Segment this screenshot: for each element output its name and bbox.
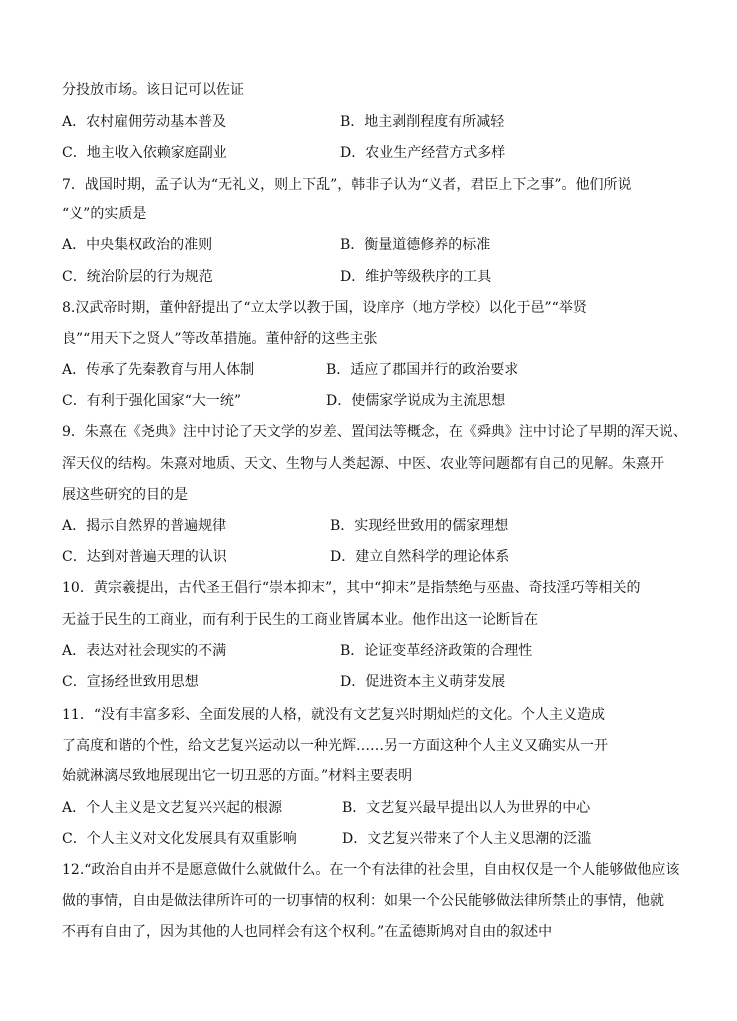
q10-option-b: B．论证变革经济政策的合理性 bbox=[340, 643, 533, 659]
q7-option-d: D．维护等级秩序的工具 bbox=[340, 269, 492, 285]
q11-option-b: B．文艺复兴最早提出以人为世界的中心 bbox=[342, 800, 591, 816]
q10-option-a: A．表达对社会现实的不满 bbox=[62, 643, 227, 659]
q11-option-a: A．个人主义是文艺复兴兴起的根源 bbox=[62, 800, 283, 816]
q9-option-b: B．实现经世致用的儒家理想 bbox=[330, 518, 509, 534]
q12-stem-line1: 12.“政治自由并不是愿意做什么就做什么。在一个有法律的社会里，自由权仅是一个人能够做他应该 bbox=[62, 862, 680, 878]
q7-option-c: C．统治阶层的行为规范 bbox=[62, 269, 213, 285]
q9-stem-line1: 9．朱熹在《尧典》注中讨论了天文学的岁差、置闰法等概念，在《舜典》注中讨论了早期的浑天说、 bbox=[62, 424, 687, 440]
q8-option-b: B．适应了郡国并行的政治要求 bbox=[326, 362, 519, 378]
q6-option-b: B．地主剥削程度有所减轻 bbox=[340, 114, 505, 130]
q10-stem-line1: 10．黄宗羲提出，古代圣王倡行“崇本抑末”，其中“抑末”是指禁绝与巫蛊、奇技淫巧等相关的 bbox=[62, 580, 641, 596]
q9-option-d: D．建立自然科学的理论体系 bbox=[330, 549, 510, 565]
q7-option-b: B．衡量道德修养的标准 bbox=[340, 237, 491, 253]
q8-option-c: C．有利于强化国家“大一统” bbox=[62, 393, 242, 409]
q9-option-c: C．达到对普遍天理的认识 bbox=[62, 549, 227, 565]
q8-option-d: D．使儒家学说成为主流思想 bbox=[326, 393, 506, 409]
q9-option-a: A．揭示自然界的普遍规律 bbox=[62, 518, 227, 534]
q8-option-a: A．传承了先秦教育与用人体制 bbox=[62, 362, 255, 378]
q10-stem-line2: 无益于民生的工商业，而有利于民生的工商业皆属本业。他作出这一论断旨在 bbox=[62, 612, 538, 628]
q11-option-d: D．文艺复兴带来了个人主义思潮的泛滥 bbox=[342, 831, 592, 847]
q11-stem-line3: 始就淋漓尽致地展现出它一切丑恶的方面。”材料主要表明 bbox=[62, 768, 413, 784]
q10-option-d: D．促进资本主义萌芽发展 bbox=[340, 674, 506, 690]
q7-option-a: A．中央集权政治的准则 bbox=[62, 237, 213, 253]
q11-stem-line2: 了高度和谐的个性，给文艺复兴运动以一种光辉……另一方面这种个人主义又确实从一开 bbox=[62, 738, 608, 754]
q11-stem-line1: 11．“没有丰富多彩、全面发展的人格，就没有文艺复兴时期灿烂的文化。个人主义造成 bbox=[62, 707, 605, 723]
q10-option-c: C．宣扬经世致用思想 bbox=[62, 674, 199, 690]
q8-stem-line2: 良”“用天下之贤人”等改革措施。董仲舒的这些主张 bbox=[62, 331, 378, 347]
q12-stem-line2: 做的事情，自由是做法律所许可的一切事情的权利：如果一个公民能够做法律所禁止的事情，他就 bbox=[62, 893, 664, 909]
q6-option-a: A．农村雇佣劳动基本普及 bbox=[62, 114, 227, 130]
q6-stem-continuation: 分投放市场。该日记可以佐证 bbox=[62, 82, 244, 98]
q6-option-c: C．地主收入依赖家庭副业 bbox=[62, 145, 227, 161]
q8-stem-line1: 8.汉武帝时期，董仲舒提出了“立太学以教于国，设庠序（地方学校）以化于邑”“举贤 bbox=[62, 300, 587, 316]
q7-stem-line2: “义”的实质是 bbox=[62, 206, 147, 222]
q9-stem-line3: 展这些研究的目的是 bbox=[62, 487, 188, 503]
q9-stem-line2: 浑天仪的结构。朱熹对地质、天文、生物与人类起源、中医、农业等问题都有自己的见解。朱熹开 bbox=[62, 456, 664, 472]
q6-option-d: D．农业生产经营方式多样 bbox=[340, 145, 506, 161]
q11-option-c: C．个人主义对文化发展具有双重影响 bbox=[62, 831, 297, 847]
q12-stem-line3: 不再有自由了，因为其他的人也同样会有这个权利。”在孟德斯鸠对自由的叙述中 bbox=[62, 924, 553, 940]
q7-stem-line1: 7．战国时期，孟子认为“无礼义，则上下乱”，韩非子认为“义者，君臣上下之事”。他们所说 bbox=[62, 177, 632, 193]
